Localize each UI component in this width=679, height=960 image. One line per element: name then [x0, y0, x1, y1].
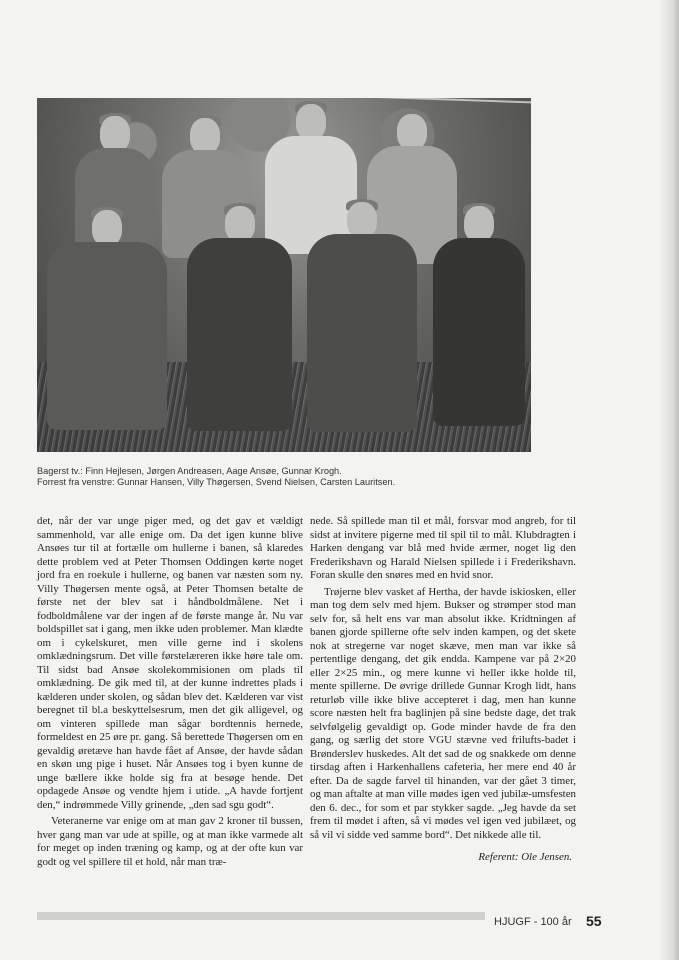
paragraph: Veteranerne var enige om at man gav 2 kroner til bussen, hver gang man var ude at spille, og at man ikke varmede alt for meget op inden træning og kamp, og at der ofte kun var godt og vel spillere til et hold, når man træ-: [37, 815, 303, 868]
team-photo: [37, 98, 531, 452]
footer-rule: [37, 912, 485, 920]
article-column-left: [37, 515, 303, 869]
caption-line-2: Forrest fra venstre: Gunnar Hansen, Villy Thøgersen, Svend Nielsen, Carsten Lauritsen.: [37, 477, 396, 487]
page-number: 55: [586, 913, 602, 929]
photo-caption: [37, 466, 531, 488]
page-footer: [0, 912, 606, 938]
footer-label: HJUGF - 100 år: [494, 916, 572, 928]
photo-person-front-4: [433, 206, 525, 426]
photo-person-front-2: [187, 206, 292, 431]
photo-person-front-1: [47, 210, 167, 430]
paragraph: Trøjerne blev vasket af Hertha, der havde iskiosken, eller man tog dem selv med hjem. Bukser og strømper stod man selv for, så helt ens var man absolut ikke. Kridtningen af banen gjorde spillerne ofte selv inden kampen, og det skete nok at stregerne var noget skæve, men man var ikke så pertentlige dengang, det gik endda. Kampene var på 2×20 eller 2×25 min., og mere kunne vi heller ikke holde til, mente spillerne. De øvrige drillede Gunnar Krogh lidt, hans returløb ville ikke blive accepteret i dag, men han kunne score næsten helt fra baglinjen på sine bedste dage, det trak selvfølgelig gevaldigt op. Gode minder havde de fra den gang, og særlig det store VGU stævne ved frilufts-badet i Brønderslev huskedes. Alt det sad de og snakkede om denne tirsdag aften i Harkenhallens cafeteria, her mere end 40 år efter. Da de sagde farvel til hinanden, var der gået 3 timer, og man aftalte at man ville mødes igen ved jubilæ-umsfesten den 6. dec., for som et par stykker sagde. „Jeg havde da set frem til mødet i aften, så vi mødes vel igen ved jubilæet, og så vil vi sidde ved samme bord“. Det nikkede alle til.: [310, 585, 576, 841]
caption-line-1: Bagerst tv.: Finn Hejlesen, Jørgen Andreasen, Aage Ansøe, Gunnar Krogh.: [37, 466, 342, 476]
article-column-right: [310, 515, 576, 865]
paragraph: det, når der var unge piger med, og det gav et vældigt sammenhold, var alle enige om. Da det igen kunne blive Ansøes tur til at fortælle om hullerne i banen, så klaredes dette problem ved at Peter Thomsen Oddingen kørte noget jord fra en roekule i hullerne, og banen var næsten som ny. Villy Thøgersen mente også, at Peter Thomsen betalte de første net der blev sat i håndboldmålene. Net i fodboldmålene var der ingen af de første mange år. Nu var boldspillet sat i gang, men ikke uden problemer. Man klædte om i cykelskuret, men ville gerne ind i skolens omklædningsrum. Det ville førstelæreren ikke høre tale om. Til sidst bad Ansøe skolekommisionen om plads til omklædning. De gik med til, at der kunne indrettes plads i kælderen under skolen, og sådan blev det. Kælderen var vist beregnet til bl.a beskyttelsesrum, men det gik alligevel, og om vinteren spillede man sågar bordtennis hernede, formeldest en 25 øre pr. gang. Så berettede Thøgersen om en gevaldig øretæve han havde fået af Ansøe, der havde sådan en skøn ung pige i huset. Når Ansøes tog i byen kunne de unge bællere ikke holde sig fra at besøge hende. Det opdagede Ansøe og vendte hjem i utide. „A havde fortjent den,“ indrømmede Villy grinende, „den sad sgu godt“.: [37, 515, 303, 811]
photo-person-front-3: [307, 202, 417, 432]
referent-credit: Referent: Ole Jensen.: [478, 851, 572, 863]
paragraph: nede. Så spillede man til et mål, forsvar mod angreb, for til sidst at invitere pigerne med til spil til to mål. Klubdragten i Harken dengang var blå med hvide ærmer, noget lig den Frederikshavn og Harald Nielsen spillede i i Frederikshavn. Foran skulle den snøres med en hvid snor.: [310, 515, 576, 581]
page-edge-shadow: [659, 0, 679, 960]
